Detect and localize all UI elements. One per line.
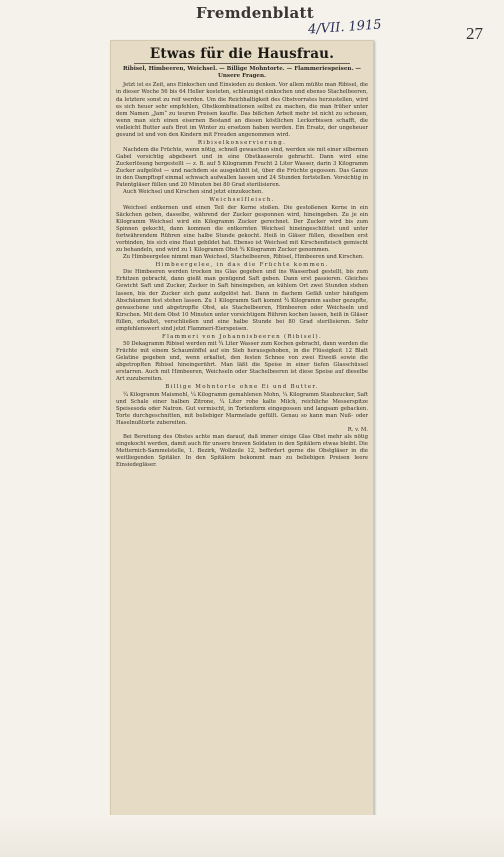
article-paragraph: Zu Himbeergelee nimmt man Weichsel, Stachelbeeren, Ribisel, Himbeeren und Kirschen. [123, 254, 364, 261]
section-heading: Billige Mohntorte ohne Ei und Butter. [165, 384, 319, 391]
article-paragraph: Nachdem die Früchte, wenn nötig, schnell gewaschen sind, werden sie mit einer silbernen Gabel vorsichtig abgebeert und in eine Obstkasserole gebracht. Dann wird eine Zuckerlösung hergestellt — z. B. auf 5 Kilogramm Frucht 2 Liter Wasser, darin 3 Kilogramm Zucker aufgelöst — und nachdem sie ausgekühlt ist, über die Früchte gegossen. Das Ganze in den Dampftopf einmal schwach aufwallen lassen und 24 Stunden fortstellen. Vorsichtig in Patentgläser füllen und 20 Minuten bei 80 Grad sterilisieren. [116, 147, 368, 189]
section-heading: Weichselfleisch. [209, 197, 275, 204]
article-paragraph: 50 Dekagramm Ribisel werden mit ¾ Liter Wasser zum Kochen gebracht, dann werden die Früchte mit einem Schaumlöffel auf ein Sieb herausgehoben, in die Flüssigkeit 12 Blatt Gelatine gegeben und, wenn erkaltet, den festen Schnee von zwei Eiweiß sowie die abgetropften Ribisel hineingerührt. Man läßt die Speise in einer tiefen Glasschüssel erstarren. Auch mit Himbeeren, Weichseln oder Stachelbeeren ist diese Speise auf dieselbe Art zuzubereiten. [116, 341, 368, 383]
article-paragraph: Weichsel entkernen und einen Teil der Kerne stoßen. Die gestoßenen Kerne in ein Säckchen geben, dasselbe, während der Zucker gesponnen wird, hineingeben. Zu je ein Kilogramm Weichsel wird ein Kilogramm Zucker gerechnet. Der Zucker wird bis zum Spinnen gekocht, dann kommen die entkernten Weichsel hineingeschüttet und unter fortwährendem Rühren eine halbe Stunde gekocht. Heiß in Gläser füllen, dieselben erst verbinden, bis sich eine Haut gebildet hat. Ebenso ist Weichsel mit Kirschenfleisch gemischt zu behandeln, und wird zu 1 Kilogramm Obst ¾ Kilogramm Zucker genommen. [116, 204, 368, 253]
newspaper-clipping [110, 40, 374, 817]
article-paragraph: Die Himbeeren werden trocken ins Glas gegeben und ins Wasserbad gestellt, bis zum Erhitzen gebracht, dann gießt man genügend Saft geben. Dann erst passieren. Gleiches Gewicht Saft und Zucker, Zucker in Saft hineingeben, an kühlem Ort zwei Stunden stehen lassen, bis der Zucker sich ganz aufgelöst hat. Dann in flachem Gefäß unter häufigem Abschäumen fest stehen lassen. Zu 1 Kilogramm Saft kommt ¾ Kilogramm sauber gezupfte, gewaschene und abgetropfte Obst, als Stachelbeeren, Himbeeren oder Weichseln und Kirschen. Mit dem Obst 10 Minuten unter vorsichtigem Rühren kochen lassen, heiß in Gläser füllen, erkaltet, verschließen und eine halbe Stunde bei 80 Grad sterilisieren. Sehr empfehlenswert sind jetzt Flammeri-Eierspeisen. [116, 269, 368, 332]
article-paragraph: Auch Weichsel und Kirschen sind jetzt einzukochen. [123, 189, 264, 196]
newspaper-name: Fremdenblatt [196, 4, 315, 22]
section-heading: Himbeergelee, in das die Früchte kommen. [155, 262, 329, 269]
article-paragraph: Bei Bereitung des Obstes achte man darauf, daß immer einige Glas Obst mehr als nötig eingekocht werden, damit auch für unsere braven Soldaten in den Spitälern etwas bleibt. Die Metternich-Sammelstelle, 1. Bezirk, Wollzeile 12, befördert gerne die Obstgläser in die weitliegenden Spitäler. In den Spitälern bekommt man zu beliebigen Preisen leere Einsiedegläser. [116, 433, 369, 469]
section-heading: Ribiselkonservierung. [197, 139, 287, 146]
handwritten-date: 4/VII. 1915 [307, 17, 383, 38]
author-signature: R. v. M. [347, 426, 368, 433]
article-paragraph: ¼ Kilogramm Maismehl, ¼ Kilogramm gemahlenen Mohn, ¼ Kilogramm Staubzucker, Saft und Schale einer halben Zitrone, ¼ Liter rohe kalte Milch, reichliche Messerspitze Speisesoda oder Natron. Gut vermischt, in Tortenform eingegossen und langsam gebacken. Torte durchgeschnitten, mit beliebiger Marmelade gefüllt. Genau so kann man Nuß- oder Haselnußtorte zubereiten. [116, 391, 368, 426]
page-number: 27 [466, 24, 483, 43]
article-paragraph: Jetzt ist es Zeit, ans Einkochen und Einsieden zu denken. Vor allem müßte man Ribisel, die in dieser Woche 56 bis 64 Heller kosteten, schleunigst einkochen und ebenso Stachelbeeren, da letztere sonst zu reif werden. Um die Reichhaltigkeit des Obstvorrates herzustellen, wird es sich heuer sehr empfehlen, Obstkombinationen selbst zu machen, die man früher unter dem Namen „Jam“ zu teuren Preisen kaufte. Das bißchen Arbeit mehr ist nicht zu scheuen, wenn man sich einen eisernen Bestand an diesen köstlichen Leckerbissen schafft, die vielleicht Butter aufs Brot im Winter zu ersetzen haben werden. Ein Ersatz, der ungeheuer gesund ist und von den Kindern mit Freuden angenommen wird. [116, 82, 368, 138]
article-subtitle: Ribisel, Himbeeren, Weichsel. — Billige Mohntorte. — Flammeriespeisen. — Unsere Fragen. [123, 66, 361, 80]
title-divider [134, 63, 350, 64]
article-title: Etwas für die Hausfrau. [149, 46, 335, 62]
page-bottom [0, 815, 504, 857]
section-heading: Flammeri von Johannisbeeren (Ribisel). [161, 333, 323, 340]
article-body [116, 82, 368, 469]
clipping-content [111, 41, 373, 472]
